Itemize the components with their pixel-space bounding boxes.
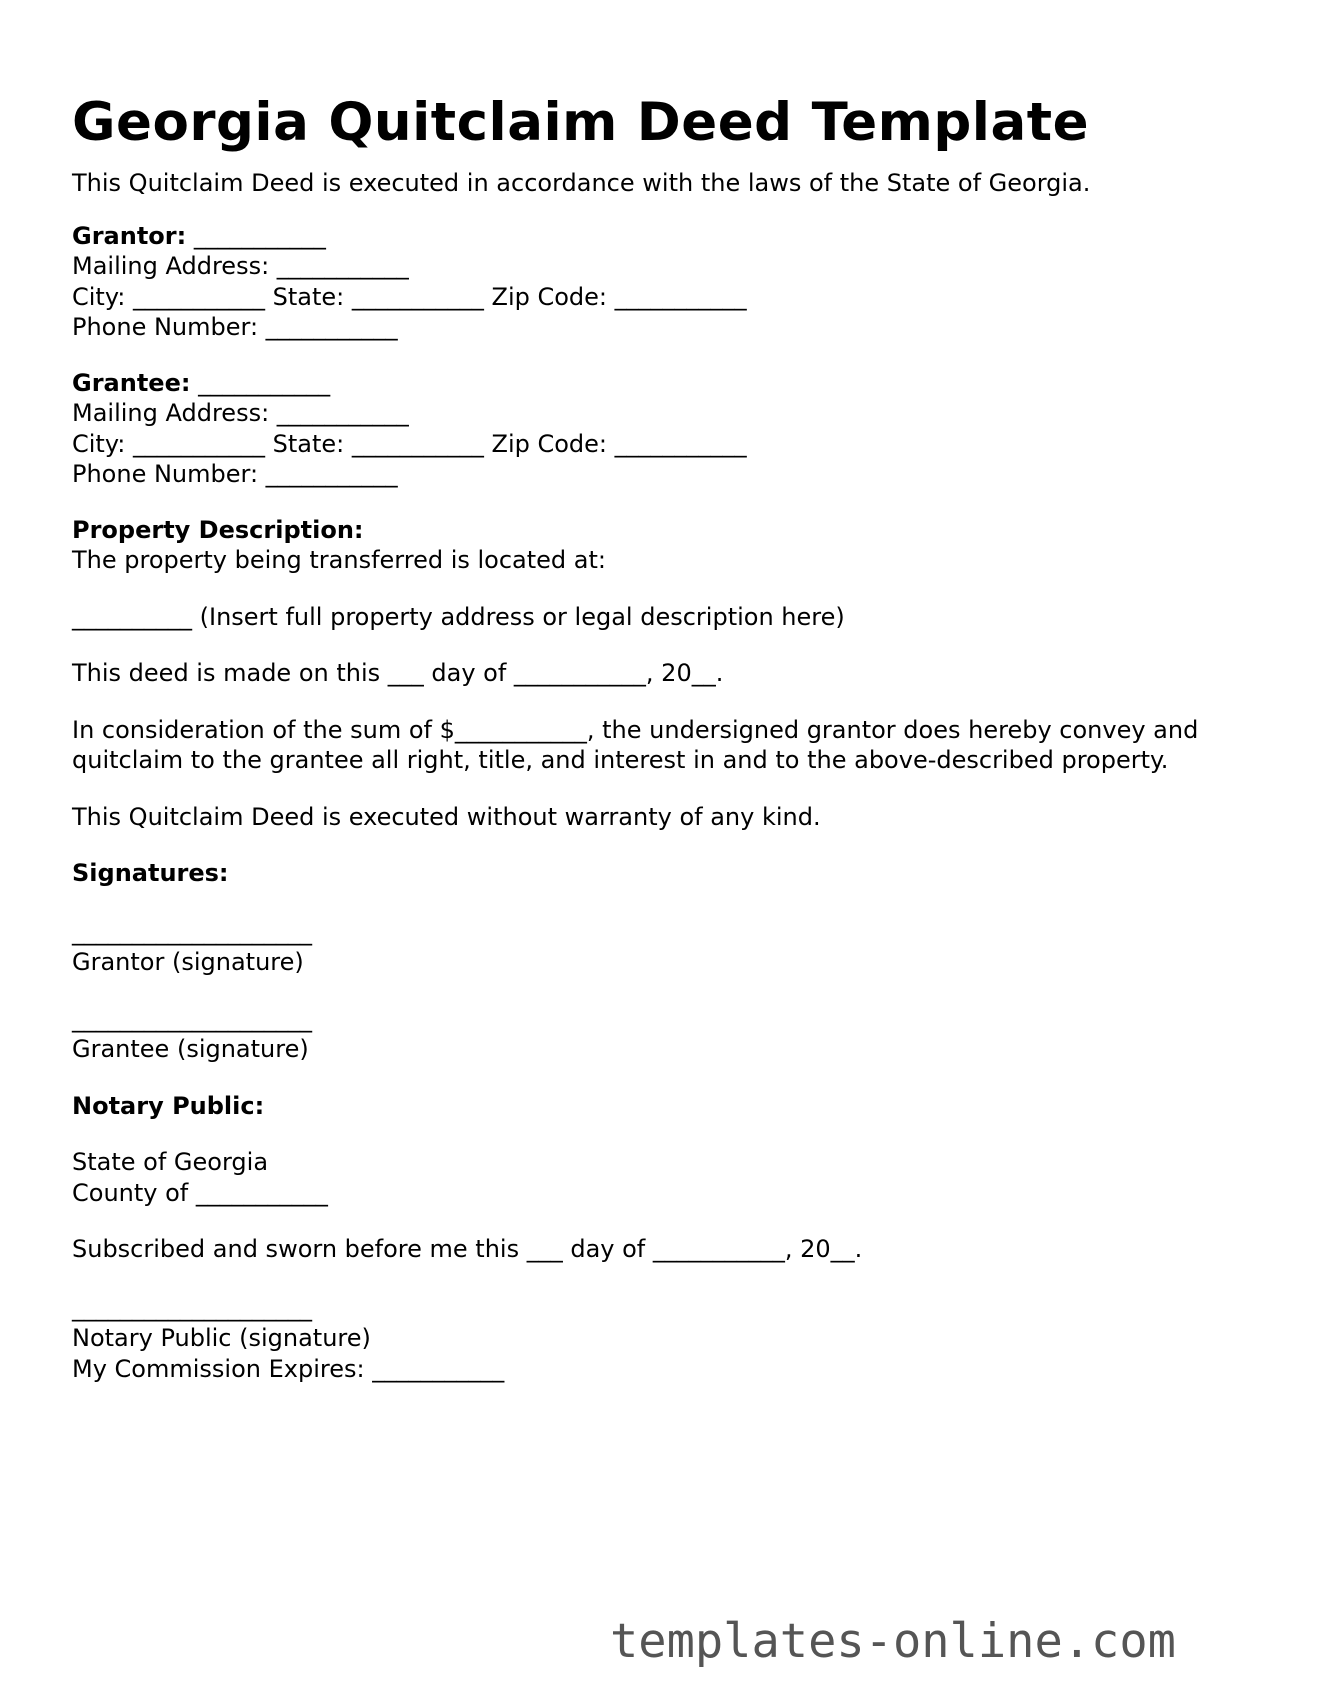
deed-date-line: This deed is made on this ___ day of ___________, 20__.: [72, 659, 724, 687]
notary-signature-block: [72, 1293, 1252, 1385]
watermark: templates-online.com: [610, 1614, 1176, 1669]
warranty-text: This Quitclaim Deed is executed without warranty of any kind.: [72, 802, 821, 831]
grantor-section: [72, 221, 1252, 343]
property-address-line: __________ (Insert full property address or legal description here): [72, 602, 845, 631]
notary-signature-line: ____________________: [72, 1293, 312, 1322]
property-section: [72, 515, 1252, 576]
notary-venue: [72, 1147, 1252, 1208]
notary-signature-label: Notary Public (signature): [72, 1324, 371, 1352]
grantee-name-blank: ___________: [190, 368, 331, 397]
document-title: Georgia Quitclaim Deed Template: [72, 92, 1090, 153]
grantee-city-state-zip: City: ___________ State: ___________ Zip Code: ___________: [72, 429, 747, 458]
document: [72, 92, 1252, 1384]
grantor-name-line: [72, 221, 1252, 252]
grantee-label: Grantee:: [72, 368, 191, 397]
grantor-mailing-address: Mailing Address: ___________: [72, 252, 409, 280]
grantee-phone: Phone Number: ___________: [72, 460, 398, 488]
property-located-text: The property being transferred is located at:: [72, 546, 606, 574]
grantor-phone: Phone Number: ___________: [72, 313, 398, 341]
property-heading: Property Description:: [72, 515, 364, 544]
grantee-signature-block: [72, 1004, 1252, 1065]
notary-sworn-line: Subscribed and sworn before me this ___ day of ___________, 20__.: [72, 1235, 863, 1263]
notary-heading: Notary Public:: [72, 1091, 265, 1120]
notary-commission-expires: My Commission Expires: ___________: [72, 1354, 505, 1383]
grantor-city-state-zip: City: ___________ State: ___________ Zip Code: ___________: [72, 282, 747, 311]
grantee-signature-line: ____________________: [72, 1004, 312, 1033]
grantor-signature-block: [72, 917, 1252, 978]
grantee-section: [72, 368, 1252, 490]
intro-text: This Quitclaim Deed is executed in accordance with the laws of the State of Georgia.: [72, 169, 1091, 197]
signatures-heading: Signatures:: [72, 859, 229, 887]
notary-state: State of Georgia: [72, 1148, 269, 1176]
consideration-paragraph: In consideration of the sum of $___________, the undersigned grantor does hereby convey and quitclaim to the grantee all right, title, and interest in and to the above-described property.: [72, 715, 1199, 774]
grantee-mailing-address: Mailing Address: ___________: [72, 399, 409, 427]
grantee-signature-label: Grantee (signature): [72, 1035, 309, 1063]
notary-county: County of ___________: [72, 1178, 328, 1207]
grantor-name-blank: ___________: [186, 221, 326, 250]
grantor-signature-line: ____________________: [72, 917, 312, 946]
grantor-label: Grantor:: [72, 221, 187, 250]
grantor-signature-label: Grantor (signature): [72, 948, 304, 976]
grantee-name-line: [72, 368, 1252, 399]
